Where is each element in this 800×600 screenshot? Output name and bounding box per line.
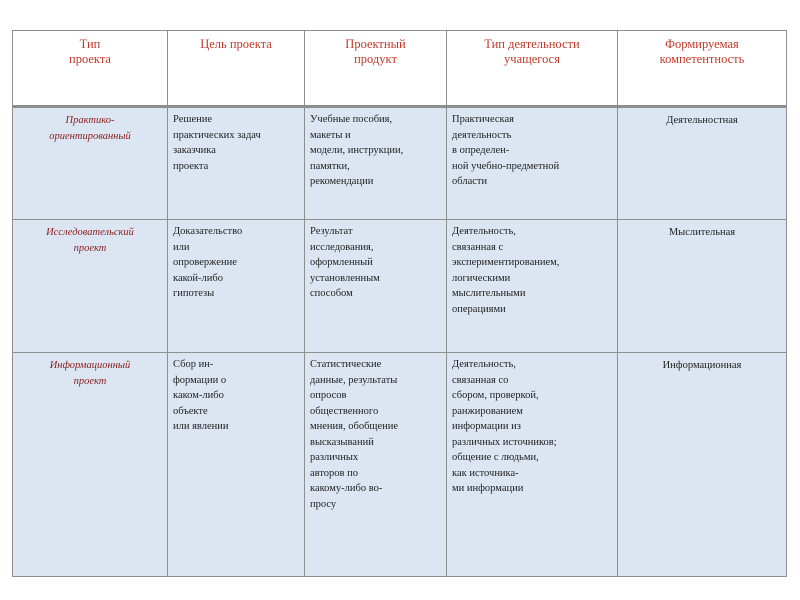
cell-activity-type: Практическая деятельность в определен- ной учебно-предметной области [447, 107, 618, 220]
cell-competence: Деятельностная [618, 107, 787, 220]
table-row [13, 220, 787, 353]
header-activity-type: Тип деятельности учащегося [447, 31, 618, 107]
cell-project-goal: Доказательство или опровержение какой-либо гипотезы [168, 220, 305, 353]
table-row [13, 107, 787, 220]
cell-project-type: Практико- ориентированный [13, 107, 168, 220]
cell-project-product: Статистические данные, результаты опросов общественного мнения, обобщение высказываний различных авторов по какому-либо во- просу [305, 353, 447, 577]
header-project-product: Проектный продукт [305, 31, 447, 107]
cell-activity-type: Деятельность, связанная с экспериментированием, логическими мыслительными операциями [447, 220, 618, 353]
cell-project-goal: Сбор ин- формации о каком-либо объекте или явлении [168, 353, 305, 577]
project-types-table [12, 30, 787, 577]
cell-project-type: Исследовательский проект [13, 220, 168, 353]
header-competence: Формируемая компетентность [618, 31, 787, 107]
cell-project-product: Учебные пособия, макеты и модели, инструкции, памятки, рекомендации [305, 107, 447, 220]
table-row [13, 353, 787, 577]
cell-activity-type: Деятельность, связанная со сбором, проверкой, ранжированием информации из различных источников; общение с людьми, как источника- ми информации [447, 353, 618, 577]
header-project-goal: Цель проекта [168, 31, 305, 107]
cell-project-product: Результат исследования, оформленный установленным способом [305, 220, 447, 353]
table-header-row [13, 31, 787, 107]
header-project-type: Тип проекта [13, 31, 168, 107]
cell-project-type: Информационный проект [13, 353, 168, 577]
cell-competence: Мыслительная [618, 220, 787, 353]
cell-competence: Информационная [618, 353, 787, 577]
cell-project-goal: Решение практических задач заказчика проекта [168, 107, 305, 220]
